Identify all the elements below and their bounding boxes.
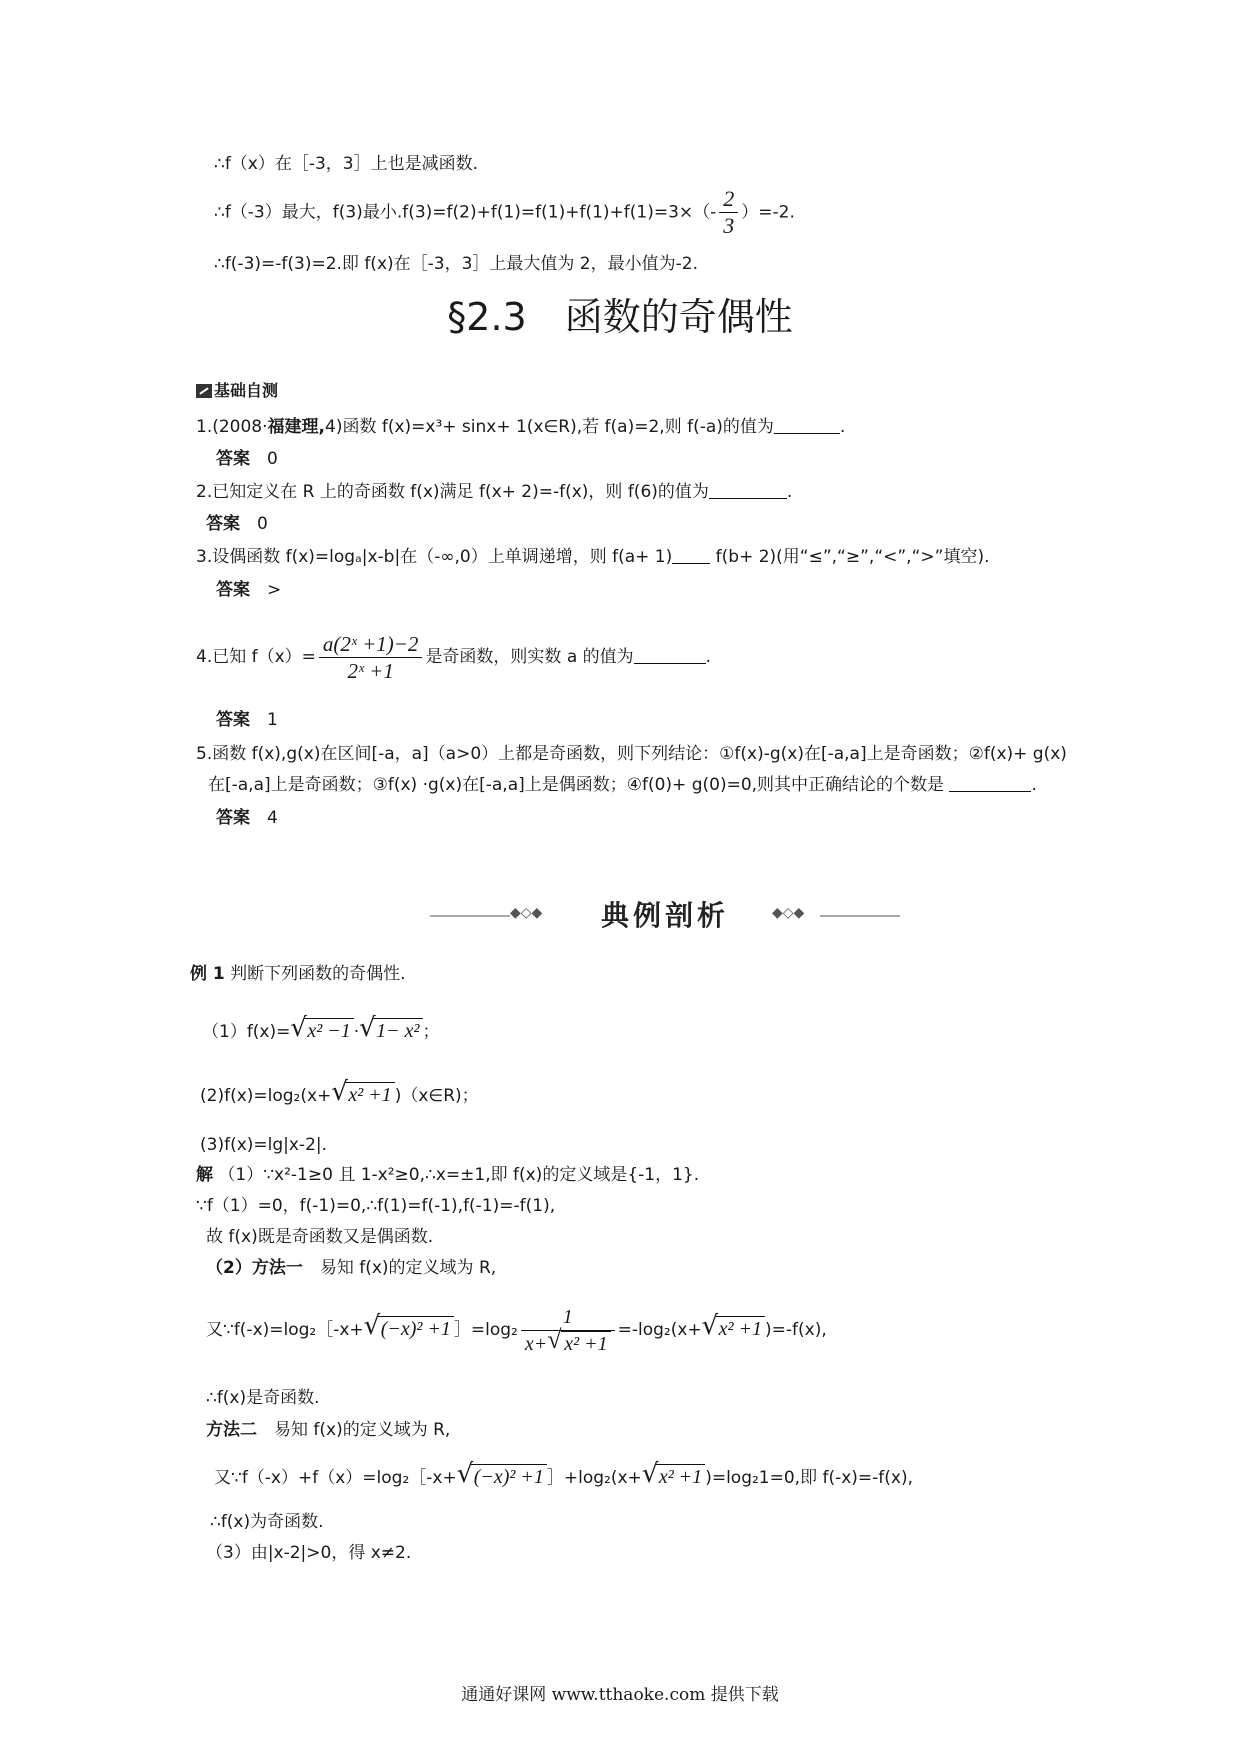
answer-label: 答案 bbox=[216, 710, 250, 730]
q2-text: 2.已知定义在 R 上的奇函数 f(x)满足 f(x+ 2)=-f(x)，则 f(6)的值为 bbox=[196, 482, 709, 502]
answer-label: 答案 bbox=[216, 808, 250, 828]
method-1-label: （2）方法一 bbox=[206, 1258, 303, 1278]
eq-mid: ］=log₂ bbox=[453, 1320, 518, 1340]
eq-mid: ］+log₂(x+ bbox=[546, 1468, 642, 1488]
solution-text: （1）∵x²-1≥0 且 1-x²≥0,∴x=±1,即 f(x)的定义域是{-1，1}. bbox=[218, 1165, 700, 1185]
answer-value: 0 bbox=[267, 449, 278, 469]
sqrt bbox=[364, 1298, 454, 1362]
carry-line-2 bbox=[214, 186, 795, 239]
question-5-line-2 bbox=[208, 773, 1037, 797]
q4-post: 是奇函数，则实数 a 的值为 bbox=[425, 647, 634, 667]
page-footer: 通通好课网 www.tthaoke.com 提供下载 bbox=[461, 1685, 779, 1705]
radicand: (−x)² +1 bbox=[471, 1464, 547, 1489]
fraction-numerator: 1 bbox=[521, 1304, 615, 1331]
eq-mid-2: =-log₂(x+ bbox=[617, 1320, 702, 1340]
carry-line-2-post: ）=-2. bbox=[741, 202, 795, 223]
fraction-numerator: a(2ˣ +1)−2 bbox=[319, 631, 423, 658]
radical-sign: √ bbox=[456, 1459, 474, 1489]
q4-fraction bbox=[319, 631, 423, 684]
part-2-pre: (2)f(x)=log₂(x+ bbox=[200, 1086, 332, 1106]
dot: · bbox=[353, 1022, 360, 1042]
example-intro: 判断下列函数的奇偶性. bbox=[230, 964, 406, 984]
answer-1 bbox=[216, 447, 278, 471]
example-label: 例 1 bbox=[190, 964, 225, 984]
part-3: (3)f(x)=lg|x-2|. bbox=[200, 1135, 328, 1155]
banner-text: 典例剖析 bbox=[600, 899, 729, 932]
method-2-line bbox=[206, 1418, 450, 1442]
solution-line-3: 故 f(x)既是奇函数又是偶函数. bbox=[206, 1227, 434, 1247]
radicand: x² +1 bbox=[716, 1316, 765, 1341]
q1-end: . bbox=[839, 417, 846, 437]
radicand: 1− x² bbox=[373, 1018, 422, 1043]
pencil-icon bbox=[196, 384, 212, 398]
fraction-denominator: 3 bbox=[723, 213, 735, 238]
method-1-line bbox=[206, 1256, 496, 1280]
sqrt bbox=[702, 1298, 765, 1362]
example-heading bbox=[190, 962, 406, 986]
radical-sign: √ bbox=[701, 1311, 719, 1341]
radical-sign: √ bbox=[290, 1013, 307, 1043]
answer-label: 答案 bbox=[216, 580, 250, 600]
radicand: x² −1 bbox=[304, 1018, 353, 1043]
q5-end: . bbox=[1031, 775, 1037, 795]
method-2-equation bbox=[214, 1458, 913, 1498]
answer-value: > bbox=[267, 580, 282, 600]
question-5-line-1: 5.函数 f(x),g(x)在区间[-a，a]（a>0）上都是奇函数，则下列结论：①f(x)-g(x)在[-a,a]上是奇函数；②f(x)+ g(x) bbox=[196, 744, 1067, 764]
solution-line-1 bbox=[196, 1163, 699, 1187]
eq-fraction bbox=[521, 1304, 615, 1357]
section-banner bbox=[430, 896, 900, 936]
part-1 bbox=[202, 1012, 440, 1052]
answer-blank bbox=[634, 645, 706, 664]
question-3 bbox=[196, 545, 989, 569]
radical-sign: √ bbox=[359, 1013, 376, 1043]
q4-pre: 4.已知 f（x）= bbox=[196, 647, 316, 667]
eq-post: )=log₂1=0,即 f(-x)=-f(x), bbox=[705, 1468, 914, 1488]
carry-line-3: ∴f(-3)=-f(3)=2.即 f(x)在［-3，3］上最大值为 2，最小值为-2. bbox=[214, 254, 698, 274]
question-1 bbox=[196, 415, 845, 439]
fraction-numerator: 2 bbox=[719, 186, 738, 213]
part-2 bbox=[200, 1078, 479, 1114]
part-3-solution: （3）由|x-2|>0，得 x≠2. bbox=[206, 1543, 412, 1563]
sqrt bbox=[547, 1324, 610, 1357]
radical-sign: √ bbox=[641, 1459, 659, 1489]
sqrt bbox=[457, 1458, 547, 1498]
fraction-denominator: 2ˣ +1 bbox=[347, 658, 394, 683]
method-2-text: 易知 f(x)的定义域为 R, bbox=[274, 1420, 451, 1440]
radical-sign: √ bbox=[547, 1324, 562, 1354]
answer-blank bbox=[949, 773, 1031, 792]
denominator-pre: x+ bbox=[524, 1332, 548, 1355]
fraction-denominator bbox=[521, 1324, 615, 1357]
sqrt bbox=[331, 1078, 394, 1114]
eq-pre: 又∵f（-x）+f（x）=log₂［-x+ bbox=[214, 1468, 457, 1488]
carry-line-2-pre: ∴f（-3）最大，f(3)最小.f(3)=f(2)+f(1)=f(1)+f(1)+f(1)=3×（- bbox=[214, 202, 717, 223]
radicand: x² +1 bbox=[656, 1464, 705, 1489]
fraction-two-thirds bbox=[719, 186, 738, 239]
q1-text: 4)函数 f(x)=x³+ sinx+ 1(x∈R),若 f(a)=2,则 f(-a)的值为 bbox=[325, 417, 774, 437]
answer-value: 0 bbox=[257, 514, 268, 534]
answer-blank bbox=[709, 480, 787, 499]
answer-5 bbox=[216, 806, 278, 830]
radicand: x² +1 bbox=[561, 1331, 610, 1356]
part-1-post: ； bbox=[422, 1022, 440, 1042]
part-1-pre: （1）f(x)= bbox=[202, 1022, 291, 1042]
q5-text: 在[-a,a]上是奇函数；③f(x) ·g(x)在[-a,a]上是偶函数；④f(0)+ g(0)=0,则其中正确结论的个数是 bbox=[208, 775, 945, 795]
solution-line-2: ∵f（1）=0，f(-1)=0,∴f(1)=f(-1),f(-1)=-f(1), bbox=[196, 1196, 556, 1216]
radicand: x² +1 bbox=[345, 1082, 394, 1107]
answer-value: 4 bbox=[267, 808, 278, 828]
diamond-ornament-icon: ◆◇◆ bbox=[510, 905, 543, 921]
radical-sign: √ bbox=[331, 1077, 348, 1107]
question-2 bbox=[196, 480, 792, 504]
basic-heading-text: 基础自测 bbox=[214, 381, 279, 400]
carry-line-1: ∴f（x）在［-3，3］上也是减函数. bbox=[214, 154, 479, 174]
diamond-ornament-icon: ◆◇◆ bbox=[772, 905, 805, 921]
method-2-conclusion: ∴f(x)为奇函数. bbox=[210, 1512, 324, 1532]
q1-source-bold: 福建理, bbox=[267, 417, 325, 437]
q3-text: 3.设偶函数 f(x)=logₐ|x-b|在（-∞,0）上单调递增，则 f(a+ 1) bbox=[196, 547, 673, 567]
basic-self-test-heading bbox=[196, 378, 278, 401]
method-2-label: 方法二 bbox=[206, 1420, 257, 1440]
radicand: (−x)² +1 bbox=[378, 1316, 454, 1341]
method-1-text: 易知 f(x)的定义域为 R, bbox=[319, 1258, 497, 1278]
answer-value: 1 bbox=[267, 710, 278, 730]
q3-text-b: f(b+ 2)(用“≤”,“≥”,“<”,“>”填空). bbox=[715, 547, 990, 567]
sqrt bbox=[290, 1012, 353, 1052]
eq-pre: 又∵f(-x)=log₂［-x+ bbox=[206, 1320, 364, 1340]
answer-2 bbox=[206, 512, 268, 536]
answer-blank bbox=[774, 415, 840, 434]
sqrt bbox=[642, 1458, 705, 1498]
answer-label: 答案 bbox=[206, 514, 240, 534]
radical-sign: √ bbox=[363, 1311, 381, 1341]
q1-source: 1.(2008· bbox=[196, 417, 268, 437]
answer-4 bbox=[216, 708, 278, 732]
q2-end: . bbox=[786, 482, 793, 502]
sqrt bbox=[359, 1012, 422, 1052]
section-title: §2.3 函数的奇偶性 bbox=[447, 295, 793, 339]
eq-post: )=-f(x), bbox=[765, 1320, 827, 1340]
q4-end: . bbox=[705, 647, 712, 667]
answer-label: 答案 bbox=[216, 449, 250, 469]
method-1-equation bbox=[206, 1298, 827, 1362]
method-1-conclusion: ∴f(x)是奇函数. bbox=[206, 1388, 320, 1408]
answer-3 bbox=[216, 578, 281, 602]
answer-blank bbox=[672, 545, 710, 564]
question-4 bbox=[196, 628, 711, 686]
part-2-post: )（x∈R)； bbox=[394, 1086, 479, 1106]
solution-label: 解 bbox=[196, 1165, 213, 1185]
